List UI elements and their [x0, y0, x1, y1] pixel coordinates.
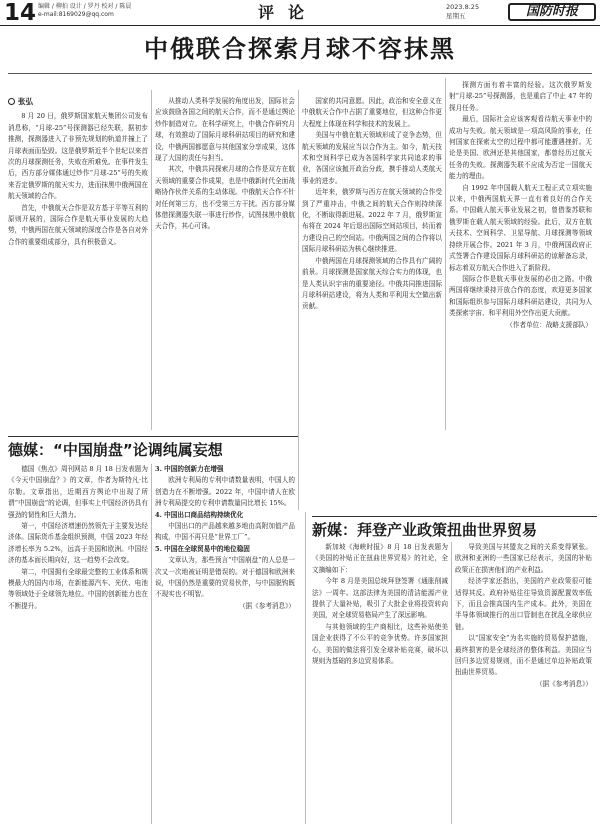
author-affiliation: （作者单位：战略支援部队） — [506, 320, 592, 329]
paragraph: 今年 8 月是美国总统拜登签署《通胀削减法》一周年。这部法律为美国的清洁能源产业提供了大量补贴，吸引了大批企业将投资转向美国，对全球贸易格局产生了深远影响。 — [312, 577, 448, 620]
source-credit: （据《参考消息》） — [535, 679, 592, 688]
paragraph: 国家的共同意愿。因此，政治和安全意义在中俄航天合作中占据了重要地位，但这种合作更大程度上体现在科学和技术的发展上。 — [302, 97, 442, 128]
editor-email: e-mail:8169029@qq.com — [38, 11, 114, 18]
subheading: 5. 中国在全球贸易中的地位稳固 — [155, 544, 250, 553]
author-name: 张弘 — [18, 97, 33, 106]
paragraph: 自 1992 年中国载人航天工程正式立项实施以来，中俄两国航天界一直有着良好的合作关系。中国载人航天事业发展之初，曾借鉴苏联和俄罗斯在载人航天领域的经验。此后，双方在航天技术、空间科学、卫星导航、月球探测等领域持续开展合作。2021 年 3 月，中俄两国政府正式签署合作建设国际月球科研站的谅解备忘录，标志着双方航天合作进入了新阶段。 — [449, 183, 592, 272]
subheading: 3. 中国的创新力在增强 — [155, 465, 224, 473]
issue-date — [446, 3, 479, 21]
column-divider — [298, 90, 299, 510]
paragraph: 最后，国际社会应该客观看待航天事业中的成功与失败。航天领域是一项高风险的事业，任何国家在探索太空的过程中都可能遭遇挫折。无论是美国、欧洲还是其他国家，都曾经历过航天任务的失败。探测器失联不应成为否定一国航天能力的理由。 — [449, 115, 592, 181]
column-divider — [451, 542, 452, 824]
paragraph: 与其他领域的生产商相比，这些补贴使美国企业获得了不公平的竞争优势。许多国家担心，美国的做法将引发全球补贴竞赛，破坏以规则为基础的多边贸易体系。 — [312, 622, 448, 666]
section-title: 评论 — [258, 3, 319, 22]
weekday: 星期五 — [446, 12, 466, 20]
column-divider — [151, 464, 152, 824]
editor-credits: 编辑 / 柳拍 设计 / 罗丹 校对 / 陈晨 — [38, 3, 132, 10]
main-article-column-4 — [449, 80, 592, 490]
paragraph: 探测方面有着丰富的经验。这次俄罗斯发射“月球-25”号探测器，也是重启了中止 47 年的探月任务。 — [449, 81, 592, 112]
byline — [8, 96, 148, 107]
article-headline: 新媒：拜登产业政策扭曲世界贸易 — [312, 516, 597, 540]
source-credit: （据《参考消息》） — [238, 601, 295, 610]
paragraph: 从推动人类科学发展的角度出发，国际社会应该鼓励各国之间的航天合作，而不是通过舆论炒作制造对立。在科学研究上，中俄合作研究月球，有效推动了国际月球科研站项目的研究和建设，中俄两国都愿意与其他国家分享成果，这体现了大国的责任与担当。 — [155, 97, 295, 163]
article3-column-1 — [312, 542, 448, 824]
paragraph: 其次，中俄共同探索月球的合作是双方在航天领域的重要合作成果，也是中俄新时代全面战略协作伙伴关系的生动体现。中俄航天合作不针对任何第三方，也不受第三方干扰。西方部分媒体借探测器失联一事进行炒作，试图抹黑中俄航天合作，其心可诛。 — [155, 165, 295, 231]
article-headline: 德媒：“中国崩盘”论调纯属妄想 — [8, 436, 298, 460]
paragraph: 美国与中俄在航天领域形成了竞争态势，但航天领域的发展应当以合作为主。如今，航天技术和空间科学已成为各国科学家共同追求的事业，各国应该抛开政治分歧，携手推动人类航天事业的进步。 — [302, 131, 442, 185]
article2-column-2 — [155, 464, 295, 824]
paragraph: 欧洲专利局的专利申请数量表明，中国人的创造力在不断增强。2022 年，中国申请人在欧洲专利局提交的专利申请数量同比增长 15%。 — [155, 476, 295, 508]
newspaper-logo: 国防时报 — [508, 3, 596, 21]
masthead — [0, 0, 600, 26]
column-divider — [305, 512, 306, 824]
page-number: 14 — [4, 0, 37, 26]
paragraph: 新加坡《海峡时报》8 月 18 日发表题为《美国的补贴正在扭曲世界贸易》的社论，全文摘编如下： — [312, 543, 448, 574]
paragraph: 国际合作是航天事业发展的必由之路。中俄两国将继续秉持开放合作的态度，欢迎更多国家和国际组织参与国际月球科研站建设，共同为人类探索宇宙、和平利用外空作出更大贡献。 — [449, 274, 592, 318]
subheading: 4. 中国出口商品结构持续优化 — [155, 510, 244, 519]
article2-column-1 — [8, 464, 148, 824]
column-divider — [151, 90, 152, 430]
article3-column-2 — [455, 542, 592, 824]
paragraph: 导致美国与其盟友之间的关系变得紧张。欧洲和亚洲的一些国家已经表示，美国的补贴政策正在损害他们的产业利益。 — [455, 543, 592, 574]
paragraph: 经济学家还指出，美国的产业政策很可能适得其反。政府补贴往往导致资源配置效率低下，而且会推高国内生产成本。此外，美国在半导体领域推行的出口管制也在扰乱全球供应链。 — [455, 577, 592, 631]
paragraph: 文章认为，那些预言“中国崩盘”的人总是一次又一次地被证明是错误的。对于德国和欧洲来说，中国仍然是重要的贸易伙伴，与中国脱钩既不现实也不明智。 — [155, 556, 295, 599]
paragraph: 中俄两国在月球探测领域的合作具有广阔的前景。月球探测是国家航天综合实力的体现，也是人类认识宇宙的重要途径。中俄共同推进国际月球科研站建设，将为人类和平利用太空做出新贡献。 — [302, 256, 442, 311]
paragraph: 8 月 20 日，俄罗斯国家航天集团公司发布消息称，“月球-25”号探测器已经失联，据初步推测，探测器进入了非预先规划的轨道并撞上了月球表面而坠毁。这是俄罗斯近半个世纪以来首次的月球探测任务，失败在所难免。在事件发生后，西方部分媒体通过炒作“月球-25”号的失败来否定俄罗斯的航天实力，进而抹黑中俄两国在航天领域的合作。 — [8, 112, 148, 201]
paragraph: 以“国家安全”为名实施的贸易保护措施，最终损害的是全球经济的整体利益。美国应当回归多边贸易规则，而不是通过单边补贴政策扭曲世界贸易。 — [455, 634, 592, 677]
paragraph: 近年来，俄罗斯与西方在航天领域的合作受到了严重冲击，中俄之间的航天合作则持续深化，不断取得新进展。2022 年 7 月，俄罗斯宣布将在 2024 年后退出国际空间站项目，转而着力建设自己的空间站。中俄两国之间的合作将以国际月球科研站为核心继续推进。 — [302, 188, 442, 254]
author-icon — [8, 98, 15, 105]
main-article-column-1 — [8, 96, 148, 430]
column-divider — [445, 78, 446, 430]
main-headline: 中俄联合探索月球不容抹黑 — [144, 35, 456, 63]
editor-info — [38, 3, 131, 19]
main-article-column-2 — [155, 96, 295, 430]
headline-divider — [8, 73, 592, 74]
paragraph: 第一，中国经济增速仍然领先于主要发达经济体。国际货币基金组织预测，中国 2023 年经济增长率为 5.2%，远高于美国和欧洲。中国经济的基本面长期向好，这一趋势不会改变。 — [8, 522, 148, 565]
paragraph: 第二，中国拥有全球最完整的工业体系和规模最大的国内市场，在新能源汽车、光伏、电池等领域处于全球领先地位。中国的创新能力也在不断提升。 — [8, 567, 148, 610]
main-article-column-3 — [302, 96, 442, 508]
date: 2023.8.25 — [446, 3, 480, 11]
paragraph: 中国出口的产品越来越多地由高附加值产品构成，中国不再只是“世界工厂”。 — [155, 522, 295, 542]
paragraph: 德国《焦点》周刊网站 8 月 18 日发表题为《今天中国崩盘？》的文章，作者为斯特凡·比尔勒。文章指出，近期西方舆论中出现了所谓“中国崩盘”的论调，但事实上中国经济仍具有强劲的韧性和巨大潜力。 — [8, 465, 148, 519]
paragraph: 首先，中俄航天合作是双方基于平等互利的原则开展的，国际合作是航天事业发展的大趋势，中俄两国在航天领域的深度合作是各自对外合作的重要组成部分，具有积极意义。 — [8, 203, 148, 246]
